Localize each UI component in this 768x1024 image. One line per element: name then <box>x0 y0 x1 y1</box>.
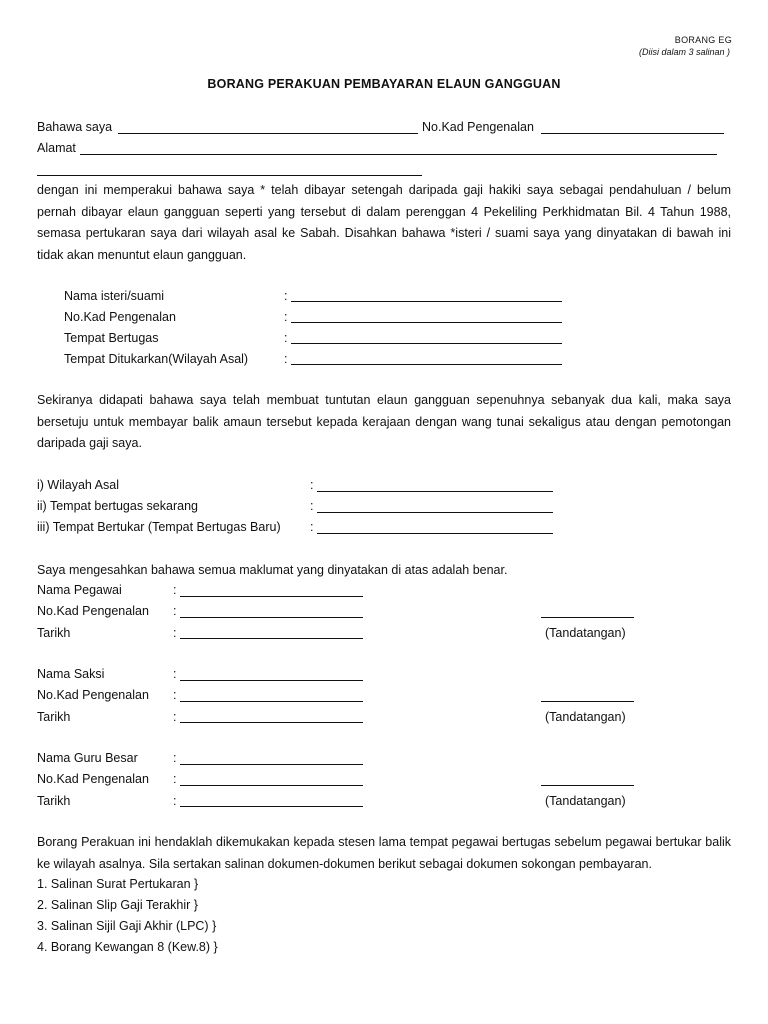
origin-region-field[interactable] <box>317 491 553 492</box>
headmaster-signature-field[interactable] <box>541 785 634 786</box>
origin-region-label: i) Wilayah Asal <box>37 478 119 492</box>
officer-signature-label: (Tandatangan) <box>545 626 626 640</box>
witness-date-label: Tarikh <box>37 710 71 724</box>
ic-label: No.Kad Pengenalan <box>422 120 534 134</box>
colon: : <box>173 751 177 765</box>
spouse-workplace-field[interactable] <box>291 343 562 344</box>
address-field-2[interactable] <box>37 175 422 176</box>
spouse-name-label: Nama isteri/suami <box>64 289 165 303</box>
witness-name-label: Nama Saksi <box>37 667 105 681</box>
name-field[interactable] <box>118 133 418 134</box>
list-item: 4. Borang Kewangan 8 (Kew.8) } <box>37 940 218 954</box>
declaration-text: dengan ini memperakui bahawa saya * telah dibayar setengah daripada gaji hakiki saya sebagai pendahuluan / belum pernah dibayar elaun gangguan seperti yang tersebut di dalam perenggan 4 Pekeliling Perkhidmatan Bil. 4 Tahun 1988, semasa pertukaran saya dari wilayah asal ke Sabah. Disahkan bahawa *isteri / suami saya yang dinyatakan di bawah ini tidak akan menuntut elaun gangguan. <box>37 183 731 262</box>
officer-signature-field[interactable] <box>541 617 634 618</box>
officer-ic-field[interactable] <box>180 617 363 618</box>
form-code: BORANG EG <box>674 35 732 45</box>
ic-field[interactable] <box>541 133 724 134</box>
name-label: Bahawa saya <box>37 120 113 134</box>
copies-note: (Diisi dalam 3 salinan ) <box>638 47 730 57</box>
officer-name-field[interactable] <box>180 596 363 597</box>
witness-ic-label: No.Kad Pengenalan <box>37 688 149 702</box>
form-title: BORANG PERAKUAN PEMBAYARAN ELAUN GANGGUAN <box>207 77 561 91</box>
officer-name-label: Nama Pegawai <box>37 583 122 597</box>
spouse-name-field[interactable] <box>291 301 562 302</box>
headmaster-ic-field[interactable] <box>180 785 363 786</box>
current-workplace-field[interactable] <box>317 512 553 513</box>
colon: : <box>310 499 314 513</box>
spouse-origin-field[interactable] <box>291 364 562 365</box>
witness-signature-label: (Tandatangan) <box>545 710 626 724</box>
colon: : <box>173 604 177 618</box>
colon: : <box>173 772 177 786</box>
colon: : <box>284 310 288 324</box>
colon: : <box>284 289 288 303</box>
headmaster-ic-label: No.Kad Pengenalan <box>37 772 149 786</box>
officer-date-field[interactable] <box>180 638 363 639</box>
witness-name-field[interactable] <box>180 680 363 681</box>
list-item: 1. Salinan Surat Pertukaran } <box>37 877 199 891</box>
new-workplace-field[interactable] <box>317 533 553 534</box>
headmaster-date-label: Tarikh <box>37 794 71 808</box>
colon: : <box>173 626 177 640</box>
colon: : <box>284 331 288 345</box>
spouse-ic-label: No.Kad Pengenalan <box>64 310 176 324</box>
headmaster-name-field[interactable] <box>180 764 363 765</box>
list-item: 2. Salinan Slip Gaji Terakhir } <box>37 898 198 912</box>
colon: : <box>284 352 288 366</box>
officer-ic-label: No.Kad Pengenalan <box>37 604 149 618</box>
colon: : <box>173 794 177 808</box>
address-label: Alamat <box>37 141 76 155</box>
colon: : <box>310 478 314 492</box>
spouse-origin-label: Tempat Ditukarkan(Wilayah Asal) <box>64 352 249 366</box>
headmaster-name-label: Nama Guru Besar <box>37 751 138 765</box>
address-field-1[interactable] <box>80 154 717 155</box>
witness-signature-field[interactable] <box>541 701 634 702</box>
spouse-ic-field[interactable] <box>291 322 562 323</box>
repayment-text: Sekiranya didapati bahawa saya telah membuat tuntutan elaun gangguan sepenuhnya sebanyak dua kali, maka saya bersetuju untuk membayar balik amaun tersebut kepada kerajaan dengan wang tunai sekaligus atau dengan pemotongan daripada gaji saya. <box>37 393 731 451</box>
witness-ic-field[interactable] <box>180 701 363 702</box>
colon: : <box>173 710 177 724</box>
colon: : <box>173 583 177 597</box>
new-workplace-label: iii) Tempat Bertukar (Tempat Bertugas Baru) <box>37 520 281 534</box>
headmaster-date-field[interactable] <box>180 806 363 807</box>
headmaster-signature-label: (Tandatangan) <box>545 794 626 808</box>
colon: : <box>173 688 177 702</box>
current-workplace-label: ii) Tempat bertugas sekarang <box>37 499 198 513</box>
closing-text: Borang Perakuan ini hendaklah dikemukakan kepada stesen lama tempat pegawai bertugas sebelum pegawai bertukar balik ke wilayah asalnya. Sila sertakan salinan dokumen-dokumen berikut sebagai dokumen sokongan pembayaran. <box>37 835 731 871</box>
spouse-workplace-label: Tempat Bertugas <box>64 331 159 345</box>
confirm-text: Saya mengesahkan bahawa semua maklumat yang dinyatakan di atas adalah benar. <box>37 563 508 577</box>
witness-date-field[interactable] <box>180 722 363 723</box>
officer-date-label: Tarikh <box>37 626 71 640</box>
list-item: 3. Salinan Sijil Gaji Akhir (LPC) } <box>37 919 217 933</box>
colon: : <box>310 520 314 534</box>
colon: : <box>173 667 177 681</box>
